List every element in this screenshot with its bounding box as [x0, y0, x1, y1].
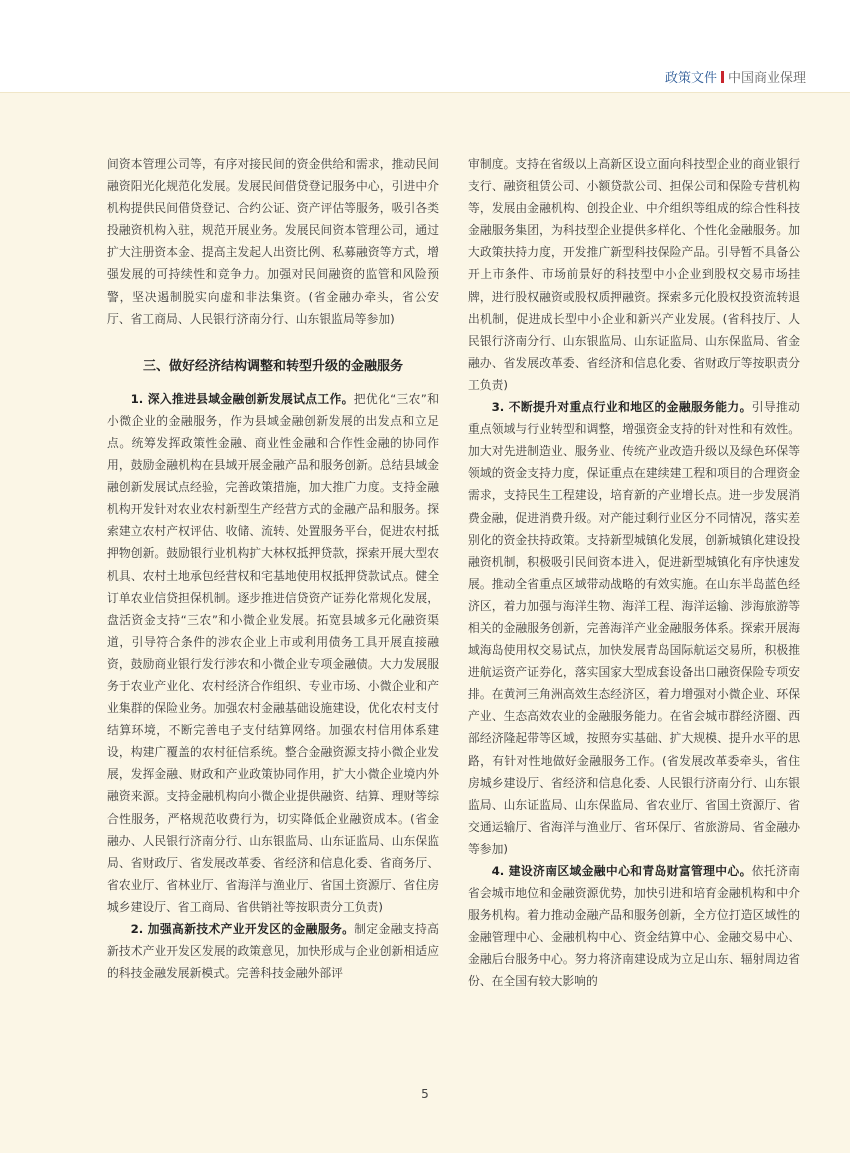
- item-3-body: 引导推动重点领域与行业转型和调整，增强资金支持的针对性和有效性。加大对先进制造业、服务业、传统产业改造升级以及绿色环保等领域的资金支持力度，保证重点在建续建工程和项目的合理资金需求，支持民生工程建设，培育新的产业增长点。进一步发展消费金融，促进消费升级。对产能过剩行业区分不同情况，落实差别化的资金扶持政策。支持新型城镇化发展，创新城镇化建设投融资机制，积极吸引民间资本进入，促进新型城镇化有序快速发展。推动全省重点区域带动战略的有效实施。在山东半岛蓝色经济区，着力加强与海洋生物、海洋工程、海洋运输、涉海旅游等相关的金融服务创新，完善海洋产业金融服务体系。探索开展海域海岛使用权交易试点，加快发展青岛国际航运交易所，积极推进航运资产证券化，落实国家大型成套设备出口融资保险专项安排。在黄河三角洲高效生态经济区，着力增强对小微企业、环保产业、生态高效农业的金融服务能力。在省会城市群经济圈、西部经济隆起带等区域，按照夯实基础、扩大规模、提升水平的思路，有针对性地做好金融服务工作。(省发展改革委牵头，省住房城乡建设厅、省经济和信息化委、人民银行济南分行、山东银监局、山东证监局、山东保监局、省农业厅、省国土资源厅、省交通运输厅、省海洋与渔业厅、省环保厅、省旅游局、省金融办等参加): [468, 400, 800, 856]
- item-2-body: 制定金融支持高新技术产业开发区发展的政策意见，加快形成与企业创新相适应的科技金融发展新模式。完善科技金融外部评: [107, 922, 439, 981]
- item-3-paragraph: [468, 396, 800, 860]
- paragraph-continued-right: 审制度。支持在省级以上高新区设立面向科技型企业的商业银行支行、融资租赁公司、小额贷款公司、担保公司和保险专营机构等，发展由金融机构、创投企业、中介组织等组成的综合性科技金融服务集团，为科技型企业提供多样化、个性化金融服务。加大政策扶持力度，开发推广新型科技保险产品。引导暂不具备公开上市条件、市场前景好的科技型中小企业到股权交易市场挂牌，进行股权融资或股权质押融资。探索多元化股权投资流转退出机制，促进成长型中小企业和新兴产业发展。(省科技厅、人民银行济南分行、山东银监局、山东证监局、山东保监局、省金融办、省发展改革委、省经济和信息化委、省财政厅等按职责分工负责): [468, 157, 800, 392]
- item-3-heading: 3. 不断提升对重点行业和地区的金融服务能力。: [491, 400, 752, 415]
- item-4-body: 依托济南省会城市地位和金融资源优势，加快引进和培育金融机构和中介服务机构。着力推动金融产品和服务创新，全方位打造区域性的金融管理中心、金融机构中心、资金结算中心、金融交易中心、金融后台服务中心。努力将济南建设成为立足山东、辐射周边省份、在全国有较大影响的: [468, 864, 800, 989]
- header-publication-name: 中国商业保理: [727, 71, 806, 86]
- item-2-heading: 2. 加强高新技术产业开发区的金融服务。: [130, 922, 355, 936]
- page-number: 5: [421, 1087, 429, 1101]
- paragraph-continued: 间资本管理公司等，有序对接民间的资金供给和需求，推动民间融资阳光化规范化发展。发展民间借贷登记服务中心，引进中介机构提供民间借贷登记、合约公证、资产评估等服务，吸引各类投融资机构入驻，规范开展业务。发展民间资本管理公司，通过扩大注册资本金、提高主发起人出资比例、私募融资等方式，增强发展的可持续性和竞争力。加强对民间融资的监管和风险预警，坚决遏制脱实向虚和非法集资。(省金融办牵头，省公安厅、省工商局、人民银行济南分行、山东银监局等参加): [107, 157, 439, 326]
- section-title: 三、做好经济结构调整和转型升级的金融服务: [142, 358, 403, 374]
- item-2-paragraph: [107, 918, 439, 984]
- page-header: [0, 0, 850, 93]
- item-1-heading: 1. 深入推进县域金融创新发展试点工作。: [130, 391, 354, 406]
- header-section-name: 政策文件: [664, 71, 717, 86]
- item-4-paragraph: [468, 860, 800, 993]
- item-1-body: 把优化“三农”和小微企业的金融服务，作为县域金融创新发展的出发点和立足点。统筹发挥政策性金融、商业性金融和合作性金融的协同作用，鼓励金融机构在县域开展金融产品和服务创新。总结县域金融创新发展试点经验，完善政策措施，加大推广力度。支持金融机构开发针对农业农村新型生产经营方式的金融产品和服务。探索建立农村产权评估、收储、流转、处置服务平台，促进农村抵押物创新。鼓励银行业机构扩大林权抵押贷款，探索开展大型农机具、农村土地承包经营权和宅基地使用权抵押贷款试点。健全订单农业信贷担保机制。逐步推进信贷资产证券化常规化发展，盘活资金支持“三农”和小微企业发展。拓宽县域多元化融资渠道，引导符合条件的涉农企业上市或利用债务工具开展直接融资，鼓励商业银行发行涉农和小微企业专项金融债。大力发展服务于农业产业化、农村经济合作组织、专业市场、小微企业和产业集群的保险业务。加强农村金融基础设施建设，优化农村支付结算环境，不断完善电子支付结算网络。加强农村信用体系建设，构建广覆盖的农村征信系统。整合金融资源支持小微企业发展，发挥金融、财政和产业政策协同作用，扩大小微企业境内外融资来源。支持金融机构向小微企业提供融资、结算、理财等综合性服务，严格规范收费行为，切实降低企业融资成本。(省金融办、人民银行济南分行、山东银监局、山东证监局、山东保监局、省财政厅、省发展改革委、省经济和信息化委、省商务厅、省农业厅、省林业厅、省海洋与渔业厅、省国土资源厅、省住房城乡建设厅、省工商局、省供销社等按职责分工负责): [107, 391, 439, 914]
- running-header: [665, 67, 806, 86]
- header-divider: [721, 71, 724, 83]
- right-column: [468, 153, 800, 993]
- item-4-heading: 4. 建设济南区域金融中心和青岛财富管理中心。: [491, 864, 752, 878]
- item-1-paragraph: [107, 388, 439, 918]
- left-column: [107, 153, 439, 984]
